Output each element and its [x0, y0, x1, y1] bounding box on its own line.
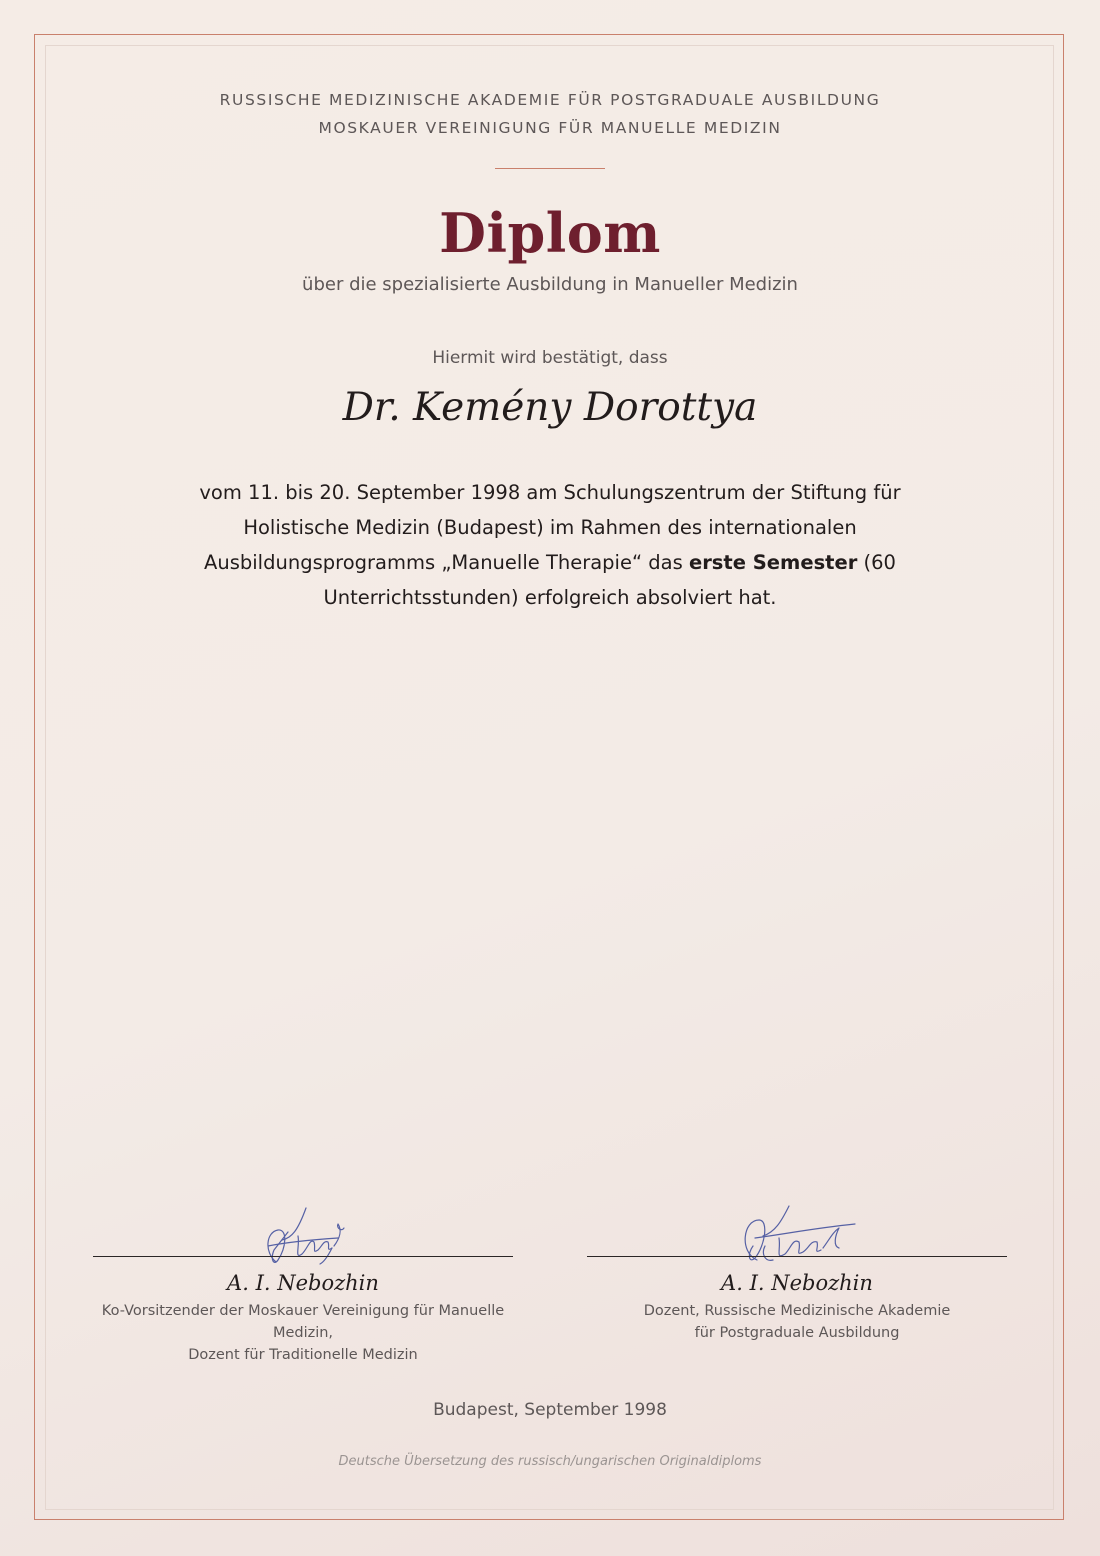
signature-line	[587, 1256, 1007, 1257]
handwritten-signature-right	[735, 1202, 860, 1268]
diploma-subtitle: über die spezialisierte Ausbildung in Manueller Medizin	[302, 274, 798, 295]
signature-area	[93, 1200, 513, 1257]
signature-block-left	[93, 1200, 513, 1366]
signer-name: A. I. Nebozhin	[721, 1271, 873, 1295]
institution-line-1: RUSSISCHE MEDIZINISCHE AKADEMIE FÜR POSTGRADUALE AUSBILDUNG	[219, 91, 881, 109]
signature-line	[93, 1256, 513, 1257]
recipient-name: Dr. Kemény Dorottya	[342, 385, 758, 430]
signer-role-line: Dozent, Russische Medizinische Akademie	[643, 1303, 951, 1319]
confirmation-text: Hiermit wird bestätigt, dass	[432, 348, 668, 368]
signer-name: A. I. Nebozhin	[227, 1271, 379, 1295]
diploma-body	[150, 475, 950, 615]
handwritten-signature-left	[258, 1202, 353, 1268]
translation-note: Deutsche Übersetzung des russisch/ungarischen Originaldiploms	[338, 1454, 762, 1469]
signer-role-line: Dozent für Traditionelle Medizin	[188, 1347, 418, 1363]
signer-role	[587, 1300, 1007, 1344]
signer-role-line: für Postgraduale Ausbildung	[694, 1325, 900, 1341]
signature-block-right	[587, 1200, 1007, 1344]
signer-role-line: Medizin,	[272, 1325, 334, 1341]
signature-area	[587, 1200, 1007, 1257]
diploma-title: Diplom	[439, 201, 661, 265]
place-and-date: Budapest, September 1998	[433, 1400, 667, 1420]
body-text-part1: vom 11. bis 20. September 1998 am Schulungszentrum der Stiftung für Holistische Medizin (Budapest) im Rahmen des internationalen Ausbildungsprogramms „Manuelle Therapie“ das	[199, 481, 901, 574]
signer-role-line: Ko-Vorsitzender der Moskauer Vereinigung für Manuelle	[101, 1303, 505, 1319]
body-text-bold: erste Semester	[688, 551, 858, 574]
signer-role	[93, 1300, 513, 1366]
institution-line-2: MOSKAUER VEREINIGUNG FÜR MANUELLE MEDIZIN	[318, 119, 782, 137]
header-divider	[495, 168, 605, 169]
body-text-part2: (60 Unterrichtsstunden) erfolgreich absolviert hat.	[323, 551, 896, 609]
